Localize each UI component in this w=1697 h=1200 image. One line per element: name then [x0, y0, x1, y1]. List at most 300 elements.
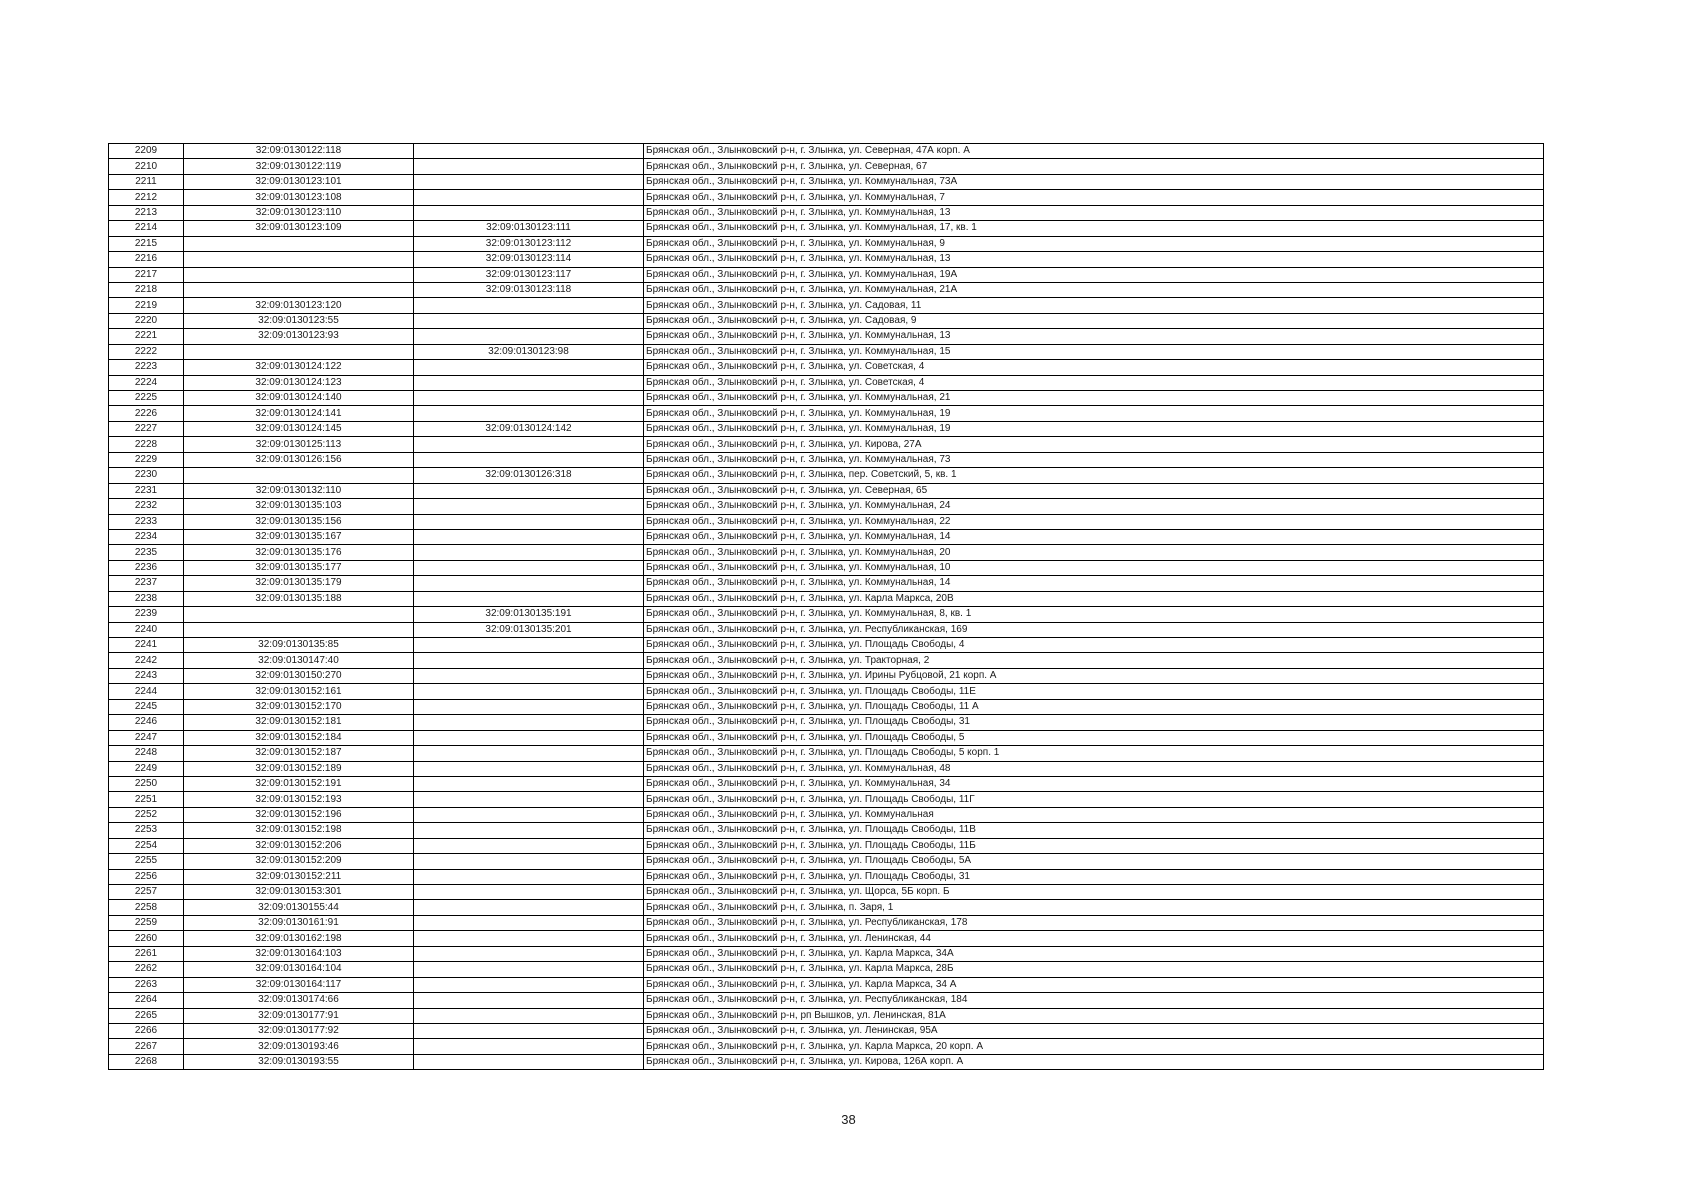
- row-number-cell: 2227: [109, 421, 184, 436]
- table-row: [109, 977, 1544, 992]
- address-cell: Брянская обл., Злынковский р-н, г. Злынка, ул. Коммунальная, 13: [644, 252, 1544, 267]
- address-cell: Брянская обл., Злынковский р-н, г. Злынка, ул. Площадь Свободы, 11Б: [644, 838, 1544, 853]
- related-cadastral-number-cell: [414, 159, 644, 174]
- table-row: [109, 668, 1544, 683]
- table-row: [109, 483, 1544, 498]
- table-row: [109, 1008, 1544, 1023]
- address-cell: Брянская обл., Злынковский р-н, г. Злынка, ул. Коммунальная, 17, кв. 1: [644, 221, 1544, 236]
- table-row: [109, 823, 1544, 838]
- row-number-cell: 2215: [109, 236, 184, 251]
- row-number-cell: 2225: [109, 391, 184, 406]
- row-number-cell: 2258: [109, 900, 184, 915]
- related-cadastral-number-cell: 32:09:0130123:111: [414, 221, 644, 236]
- table-row: [109, 159, 1544, 174]
- table-row: [109, 360, 1544, 375]
- cadastral-number-cell: 32:09:0130164:103: [184, 946, 414, 961]
- table-row: [109, 236, 1544, 251]
- cadastral-number-cell: 32:09:0130135:85: [184, 638, 414, 653]
- table-row: [109, 1039, 1544, 1054]
- row-number-cell: 2267: [109, 1039, 184, 1054]
- related-cadastral-number-cell: [414, 1008, 644, 1023]
- table-row: [109, 807, 1544, 822]
- table-row: [109, 190, 1544, 205]
- address-cell: Брянская обл., Злынковский р-н, г. Злынка, ул. Коммунальная: [644, 807, 1544, 822]
- cadastral-number-cell: 32:09:0130124:123: [184, 375, 414, 390]
- address-cell: Брянская обл., Злынковский р-н, г. Злынка, ул. Площадь Свободы, 11 А: [644, 699, 1544, 714]
- related-cadastral-number-cell: [414, 730, 644, 745]
- table-row: [109, 529, 1544, 544]
- table-row: [109, 391, 1544, 406]
- row-number-cell: 2220: [109, 313, 184, 328]
- related-cadastral-number-cell: [414, 715, 644, 730]
- row-number-cell: 2209: [109, 144, 184, 159]
- related-cadastral-number-cell: 32:09:0130124:142: [414, 421, 644, 436]
- address-cell: Брянская обл., Злынковский р-н, г. Злынка, ул. Коммунальная, 19: [644, 421, 1544, 436]
- related-cadastral-number-cell: [414, 437, 644, 452]
- related-cadastral-number-cell: [414, 807, 644, 822]
- cadastral-number-cell: 32:09:0130177:92: [184, 1023, 414, 1038]
- row-number-cell: 2240: [109, 622, 184, 637]
- address-cell: Брянская обл., Злынковский р-н, г. Злынка, ул. Площадь Свободы, 31: [644, 715, 1544, 730]
- cadastral-number-cell: 32:09:0130123:109: [184, 221, 414, 236]
- address-cell: Брянская обл., Злынковский р-н, г. Злынка, ул. Коммунальная, 10: [644, 560, 1544, 575]
- row-number-cell: 2255: [109, 854, 184, 869]
- related-cadastral-number-cell: [414, 699, 644, 714]
- row-number-cell: 2226: [109, 406, 184, 421]
- address-cell: Брянская обл., Злынковский р-н, г. Злынка, ул. Коммунальная, 13: [644, 329, 1544, 344]
- related-cadastral-number-cell: 32:09:0130135:191: [414, 607, 644, 622]
- row-number-cell: 2262: [109, 962, 184, 977]
- table-row: [109, 761, 1544, 776]
- related-cadastral-number-cell: [414, 746, 644, 761]
- related-cadastral-number-cell: [414, 653, 644, 668]
- table-row: [109, 514, 1544, 529]
- address-cell: Брянская обл., Злынковский р-н, г. Злынка, ул. Площадь Свободы, 4: [644, 638, 1544, 653]
- table-row: [109, 468, 1544, 483]
- cadastral-number-cell: 32:09:0130152:198: [184, 823, 414, 838]
- table-row: [109, 329, 1544, 344]
- address-cell: Брянская обл., Злынковский р-н, г. Злынка, ул. Площадь Свободы, 11В: [644, 823, 1544, 838]
- row-number-cell: 2235: [109, 545, 184, 560]
- records-table-container: [108, 143, 1543, 1070]
- page-number: 38: [841, 1112, 856, 1127]
- cadastral-number-cell: 32:09:0130135:103: [184, 499, 414, 514]
- cadastral-number-cell: 32:09:0130126:156: [184, 452, 414, 467]
- cadastral-number-cell: 32:09:0130123:108: [184, 190, 414, 205]
- cadastral-number-cell: 32:09:0130123:101: [184, 174, 414, 189]
- address-cell: Брянская обл., Злынковский р-н, г. Злынка, ул. Коммунальная, 15: [644, 344, 1544, 359]
- row-number-cell: 2263: [109, 977, 184, 992]
- related-cadastral-number-cell: 32:09:0130135:201: [414, 622, 644, 637]
- address-cell: Брянская обл., Злынковский р-н, г. Злынка, ул. Кирова, 126А корп. А: [644, 1054, 1544, 1069]
- related-cadastral-number-cell: [414, 499, 644, 514]
- row-number-cell: 2253: [109, 823, 184, 838]
- row-number-cell: 2211: [109, 174, 184, 189]
- row-number-cell: 2218: [109, 282, 184, 297]
- address-cell: Брянская обл., Злынковский р-н, г. Злынка, ул. Коммунальная, 73А: [644, 174, 1544, 189]
- table-row: [109, 437, 1544, 452]
- cadastral-number-cell: [184, 282, 414, 297]
- table-row: [109, 915, 1544, 930]
- table-row: [109, 560, 1544, 575]
- cadastral-number-cell: 32:09:0130193:55: [184, 1054, 414, 1069]
- address-cell: Брянская обл., Злынковский р-н, г. Злынка, ул. Коммунальная, 19А: [644, 267, 1544, 282]
- records-table: [108, 143, 1544, 1070]
- cadastral-number-cell: 32:09:0130162:198: [184, 931, 414, 946]
- cadastral-number-cell: 32:09:0130152:209: [184, 854, 414, 869]
- cadastral-number-cell: 32:09:0130135:156: [184, 514, 414, 529]
- address-cell: Брянская обл., Злынковский р-н, г. Злынка, ул. Площадь Свободы, 5А: [644, 854, 1544, 869]
- row-number-cell: 2237: [109, 576, 184, 591]
- cadastral-number-cell: [184, 236, 414, 251]
- related-cadastral-number-cell: [414, 638, 644, 653]
- address-cell: Брянская обл., Злынковский р-н, г. Злынка, ул. Площадь Свободы, 5 корп. 1: [644, 746, 1544, 761]
- row-number-cell: 2236: [109, 560, 184, 575]
- cadastral-number-cell: 32:09:0130152:206: [184, 838, 414, 853]
- table-row: [109, 313, 1544, 328]
- related-cadastral-number-cell: [414, 761, 644, 776]
- cadastral-number-cell: 32:09:0130122:119: [184, 159, 414, 174]
- cadastral-number-cell: 32:09:0130152:161: [184, 684, 414, 699]
- cadastral-number-cell: 32:09:0130125:113: [184, 437, 414, 452]
- row-number-cell: 2243: [109, 668, 184, 683]
- cadastral-number-cell: [184, 622, 414, 637]
- cadastral-number-cell: 32:09:0130164:104: [184, 962, 414, 977]
- row-number-cell: 2251: [109, 792, 184, 807]
- table-row: [109, 854, 1544, 869]
- address-cell: Брянская обл., Злынковский р-н, г. Злынка, ул. Карла Маркса, 20В: [644, 591, 1544, 606]
- table-row: [109, 746, 1544, 761]
- cadastral-number-cell: 32:09:0130152:181: [184, 715, 414, 730]
- table-row: [109, 622, 1544, 637]
- address-cell: Брянская обл., Злынковский р-н, г. Злынка, ул. Карла Маркса, 20 корп. А: [644, 1039, 1544, 1054]
- row-number-cell: 2234: [109, 529, 184, 544]
- row-number-cell: 2265: [109, 1008, 184, 1023]
- table-row: [109, 252, 1544, 267]
- address-cell: Брянская обл., Злынковский р-н, г. Злынка, ул. Советская, 4: [644, 360, 1544, 375]
- address-cell: Брянская обл., Злынковский р-н, г. Злынка, ул. Карла Маркса, 28Б: [644, 962, 1544, 977]
- related-cadastral-number-cell: 32:09:0130123:98: [414, 344, 644, 359]
- address-cell: Брянская обл., Злынковский р-н, г. Злынка, ул. Карла Маркса, 34А: [644, 946, 1544, 961]
- cadastral-number-cell: 32:09:0130132:110: [184, 483, 414, 498]
- address-cell: Брянская обл., Злынковский р-н, г. Злынка, пер. Советский, 5, кв. 1: [644, 468, 1544, 483]
- related-cadastral-number-cell: [414, 483, 644, 498]
- related-cadastral-number-cell: [414, 1054, 644, 1069]
- table-row: [109, 885, 1544, 900]
- address-cell: Брянская обл., Злынковский р-н, г. Злынка, ул. Садовая, 9: [644, 313, 1544, 328]
- row-number-cell: 2266: [109, 1023, 184, 1038]
- row-number-cell: 2221: [109, 329, 184, 344]
- address-cell: Брянская обл., Злынковский р-н, г. Злынка, ул. Площадь Свободы, 5: [644, 730, 1544, 745]
- table-row: [109, 545, 1544, 560]
- row-number-cell: 2252: [109, 807, 184, 822]
- related-cadastral-number-cell: [414, 190, 644, 205]
- related-cadastral-number-cell: [414, 313, 644, 328]
- cadastral-number-cell: 32:09:0130135:188: [184, 591, 414, 606]
- related-cadastral-number-cell: [414, 900, 644, 915]
- address-cell: Брянская обл., Злынковский р-н, г. Злынка, ул. Северная, 65: [644, 483, 1544, 498]
- cadastral-number-cell: 32:09:0130152:170: [184, 699, 414, 714]
- cadastral-number-cell: 32:09:0130135:179: [184, 576, 414, 591]
- cadastral-number-cell: 32:09:0130164:117: [184, 977, 414, 992]
- related-cadastral-number-cell: 32:09:0130123:117: [414, 267, 644, 282]
- related-cadastral-number-cell: 32:09:0130123:118: [414, 282, 644, 297]
- table-row: [109, 838, 1544, 853]
- row-number-cell: 2246: [109, 715, 184, 730]
- address-cell: Брянская обл., Злынковский р-н, г. Злынка, ул. Коммунальная, 21А: [644, 282, 1544, 297]
- table-row: [109, 684, 1544, 699]
- table-row: [109, 1054, 1544, 1069]
- address-cell: Брянская обл., Злынковский р-н, г. Злынка, ул. Коммунальная, 20: [644, 545, 1544, 560]
- related-cadastral-number-cell: [414, 946, 644, 961]
- row-number-cell: 2238: [109, 591, 184, 606]
- related-cadastral-number-cell: 32:09:0130123:114: [414, 252, 644, 267]
- address-cell: Брянская обл., Злынковский р-н, г. Злынка, ул. Северная, 67: [644, 159, 1544, 174]
- related-cadastral-number-cell: [414, 993, 644, 1008]
- table-row: [109, 344, 1544, 359]
- related-cadastral-number-cell: [414, 1023, 644, 1038]
- cadastral-number-cell: 32:09:0130135:177: [184, 560, 414, 575]
- row-number-cell: 2239: [109, 607, 184, 622]
- row-number-cell: 2233: [109, 514, 184, 529]
- address-cell: Брянская обл., Злынковский р-н, г. Злынка, ул. Ленинская, 95А: [644, 1023, 1544, 1038]
- cadastral-number-cell: 32:09:0130152:189: [184, 761, 414, 776]
- table-row: [109, 900, 1544, 915]
- row-number-cell: 2217: [109, 267, 184, 282]
- table-row: [109, 730, 1544, 745]
- row-number-cell: 2222: [109, 344, 184, 359]
- address-cell: Брянская обл., Злынковский р-н, г. Злынка, ул. Советская, 4: [644, 375, 1544, 390]
- cadastral-number-cell: 32:09:0130124:145: [184, 421, 414, 436]
- row-number-cell: 2232: [109, 499, 184, 514]
- row-number-cell: 2213: [109, 205, 184, 220]
- related-cadastral-number-cell: [414, 977, 644, 992]
- row-number-cell: 2260: [109, 931, 184, 946]
- address-cell: Брянская обл., Злынковский р-н, г. Злынка, п. Заря, 1: [644, 900, 1544, 915]
- address-cell: Брянская обл., Злынковский р-н, г. Злынка, ул. Коммунальная, 48: [644, 761, 1544, 776]
- row-number-cell: 2228: [109, 437, 184, 452]
- row-number-cell: 2259: [109, 915, 184, 930]
- address-cell: Брянская обл., Злынковский р-н, г. Злынка, ул. Коммунальная, 9: [644, 236, 1544, 251]
- table-row: [109, 221, 1544, 236]
- table-row: [109, 282, 1544, 297]
- related-cadastral-number-cell: [414, 854, 644, 869]
- row-number-cell: 2212: [109, 190, 184, 205]
- cadastral-number-cell: 32:09:0130155:44: [184, 900, 414, 915]
- cadastral-number-cell: 32:09:0130123:110: [184, 205, 414, 220]
- table-row: [109, 267, 1544, 282]
- cadastral-number-cell: [184, 607, 414, 622]
- related-cadastral-number-cell: [414, 962, 644, 977]
- related-cadastral-number-cell: [414, 931, 644, 946]
- related-cadastral-number-cell: [414, 776, 644, 791]
- table-row: [109, 993, 1544, 1008]
- related-cadastral-number-cell: [414, 915, 644, 930]
- cadastral-number-cell: 32:09:0130122:118: [184, 144, 414, 159]
- address-cell: Брянская обл., Злынковский р-н, рп Вышков, ул. Ленинская, 81А: [644, 1008, 1544, 1023]
- cadastral-number-cell: 32:09:0130152:211: [184, 869, 414, 884]
- table-row: [109, 499, 1544, 514]
- related-cadastral-number-cell: [414, 560, 644, 575]
- records-table-body: [109, 144, 1544, 1070]
- address-cell: Брянская обл., Злынковский р-н, г. Злынка, ул. Республиканская, 178: [644, 915, 1544, 930]
- related-cadastral-number-cell: [414, 885, 644, 900]
- related-cadastral-number-cell: [414, 684, 644, 699]
- related-cadastral-number-cell: [414, 1039, 644, 1054]
- address-cell: Брянская обл., Злынковский р-н, г. Злынка, ул. Площадь Свободы, 11Г: [644, 792, 1544, 807]
- address-cell: Брянская обл., Злынковский р-н, г. Злынка, ул. Щорса, 5Б корп. Б: [644, 885, 1544, 900]
- cadastral-number-cell: 32:09:0130123:93: [184, 329, 414, 344]
- related-cadastral-number-cell: 32:09:0130126:318: [414, 468, 644, 483]
- address-cell: Брянская обл., Злынковский р-н, г. Злынка, ул. Коммунальная, 14: [644, 529, 1544, 544]
- address-cell: Брянская обл., Злынковский р-н, г. Злынка, ул. Карла Маркса, 34 А: [644, 977, 1544, 992]
- row-number-cell: 2241: [109, 638, 184, 653]
- row-number-cell: 2250: [109, 776, 184, 791]
- table-row: [109, 776, 1544, 791]
- cadastral-number-cell: 32:09:0130152:191: [184, 776, 414, 791]
- table-row: [109, 607, 1544, 622]
- address-cell: Брянская обл., Злынковский р-н, г. Злынка, ул. Ленинская, 44: [644, 931, 1544, 946]
- row-number-cell: 2248: [109, 746, 184, 761]
- address-cell: Брянская обл., Злынковский р-н, г. Злынка, ул. Коммунальная, 14: [644, 576, 1544, 591]
- cadastral-number-cell: 32:09:0130123:55: [184, 313, 414, 328]
- table-row: [109, 653, 1544, 668]
- cadastral-number-cell: 32:09:0130177:91: [184, 1008, 414, 1023]
- related-cadastral-number-cell: [414, 205, 644, 220]
- row-number-cell: 2264: [109, 993, 184, 1008]
- table-row: [109, 591, 1544, 606]
- table-row: [109, 174, 1544, 189]
- cadastral-number-cell: [184, 468, 414, 483]
- address-cell: Брянская обл., Злынковский р-н, г. Злынка, ул. Ирины Рубцовой, 21 корп. А: [644, 668, 1544, 683]
- related-cadastral-number-cell: [414, 360, 644, 375]
- related-cadastral-number-cell: [414, 452, 644, 467]
- row-number-cell: 2214: [109, 221, 184, 236]
- address-cell: Брянская обл., Злынковский р-н, г. Злынка, ул. Коммунальная, 34: [644, 776, 1544, 791]
- table-row: [109, 1023, 1544, 1038]
- related-cadastral-number-cell: [414, 514, 644, 529]
- cadastral-number-cell: 32:09:0130135:176: [184, 545, 414, 560]
- address-cell: Брянская обл., Злынковский р-н, г. Злынка, ул. Коммунальная, 7: [644, 190, 1544, 205]
- cadastral-number-cell: 32:09:0130123:120: [184, 298, 414, 313]
- address-cell: Брянская обл., Злынковский р-н, г. Злынка, ул. Республиканская, 169: [644, 622, 1544, 637]
- address-cell: Брянская обл., Злынковский р-н, г. Злынка, ул. Коммунальная, 22: [644, 514, 1544, 529]
- cadastral-number-cell: 32:09:0130150:270: [184, 668, 414, 683]
- address-cell: Брянская обл., Злынковский р-н, г. Злынка, ул. Коммунальная, 19: [644, 406, 1544, 421]
- table-row: [109, 699, 1544, 714]
- row-number-cell: 2268: [109, 1054, 184, 1069]
- cadastral-number-cell: 32:09:0130124:122: [184, 360, 414, 375]
- related-cadastral-number-cell: 32:09:0130123:112: [414, 236, 644, 251]
- cadastral-number-cell: 32:09:0130147:40: [184, 653, 414, 668]
- related-cadastral-number-cell: [414, 545, 644, 560]
- address-cell: Брянская обл., Злынковский р-н, г. Злынка, ул. Кирова, 27А: [644, 437, 1544, 452]
- cadastral-number-cell: 32:09:0130193:46: [184, 1039, 414, 1054]
- related-cadastral-number-cell: [414, 869, 644, 884]
- related-cadastral-number-cell: [414, 298, 644, 313]
- row-number-cell: 2223: [109, 360, 184, 375]
- address-cell: Брянская обл., Злынковский р-н, г. Злынка, ул. Площадь Свободы, 11Е: [644, 684, 1544, 699]
- row-number-cell: 2230: [109, 468, 184, 483]
- related-cadastral-number-cell: [414, 823, 644, 838]
- cadastral-number-cell: 32:09:0130152:196: [184, 807, 414, 822]
- cadastral-number-cell: [184, 252, 414, 267]
- row-number-cell: 2219: [109, 298, 184, 313]
- cadastral-number-cell: 32:09:0130153:301: [184, 885, 414, 900]
- address-cell: Брянская обл., Злынковский р-н, г. Злынка, ул. Коммунальная, 8, кв. 1: [644, 607, 1544, 622]
- row-number-cell: 2257: [109, 885, 184, 900]
- related-cadastral-number-cell: [414, 591, 644, 606]
- related-cadastral-number-cell: [414, 375, 644, 390]
- row-number-cell: 2256: [109, 869, 184, 884]
- table-row: [109, 144, 1544, 159]
- row-number-cell: 2245: [109, 699, 184, 714]
- cadastral-number-cell: 32:09:0130174:66: [184, 993, 414, 1008]
- table-row: [109, 452, 1544, 467]
- related-cadastral-number-cell: [414, 174, 644, 189]
- cadastral-number-cell: 32:09:0130135:167: [184, 529, 414, 544]
- cadastral-number-cell: 32:09:0130152:184: [184, 730, 414, 745]
- row-number-cell: 2242: [109, 653, 184, 668]
- table-row: [109, 931, 1544, 946]
- cadastral-number-cell: 32:09:0130152:193: [184, 792, 414, 807]
- table-row: [109, 962, 1544, 977]
- address-cell: Брянская обл., Злынковский р-н, г. Злынка, ул. Коммунальная, 24: [644, 499, 1544, 514]
- related-cadastral-number-cell: [414, 529, 644, 544]
- row-number-cell: 2229: [109, 452, 184, 467]
- related-cadastral-number-cell: [414, 838, 644, 853]
- address-cell: Брянская обл., Злынковский р-н, г. Злынка, ул. Коммунальная, 13: [644, 205, 1544, 220]
- row-number-cell: 2224: [109, 375, 184, 390]
- address-cell: Брянская обл., Злынковский р-н, г. Злынка, ул. Коммунальная, 73: [644, 452, 1544, 467]
- row-number-cell: 2244: [109, 684, 184, 699]
- related-cadastral-number-cell: [414, 144, 644, 159]
- table-row: [109, 869, 1544, 884]
- related-cadastral-number-cell: [414, 668, 644, 683]
- row-number-cell: 2216: [109, 252, 184, 267]
- table-row: [109, 792, 1544, 807]
- row-number-cell: 2249: [109, 761, 184, 776]
- address-cell: Брянская обл., Злынковский р-н, г. Злынка, ул. Северная, 47А корп. А: [644, 144, 1544, 159]
- related-cadastral-number-cell: [414, 406, 644, 421]
- cadastral-number-cell: 32:09:0130124:140: [184, 391, 414, 406]
- related-cadastral-number-cell: [414, 576, 644, 591]
- address-cell: Брянская обл., Злынковский р-н, г. Злынка, ул. Республиканская, 184: [644, 993, 1544, 1008]
- address-cell: Брянская обл., Злынковский р-н, г. Злынка, ул. Коммунальная, 21: [644, 391, 1544, 406]
- table-row: [109, 205, 1544, 220]
- table-row: [109, 715, 1544, 730]
- row-number-cell: 2247: [109, 730, 184, 745]
- cadastral-number-cell: 32:09:0130124:141: [184, 406, 414, 421]
- row-number-cell: 2231: [109, 483, 184, 498]
- row-number-cell: 2254: [109, 838, 184, 853]
- table-row: [109, 576, 1544, 591]
- table-row: [109, 421, 1544, 436]
- address-cell: Брянская обл., Злынковский р-н, г. Злынка, ул. Площадь Свободы, 31: [644, 869, 1544, 884]
- row-number-cell: 2261: [109, 946, 184, 961]
- related-cadastral-number-cell: [414, 329, 644, 344]
- table-row: [109, 638, 1544, 653]
- table-row: [109, 298, 1544, 313]
- cadastral-number-cell: 32:09:0130161:91: [184, 915, 414, 930]
- related-cadastral-number-cell: [414, 792, 644, 807]
- table-row: [109, 406, 1544, 421]
- address-cell: Брянская обл., Злынковский р-н, г. Злынка, ул. Тракторная, 2: [644, 653, 1544, 668]
- cadastral-number-cell: 32:09:0130152:187: [184, 746, 414, 761]
- cadastral-number-cell: [184, 267, 414, 282]
- row-number-cell: 2210: [109, 159, 184, 174]
- table-row: [109, 375, 1544, 390]
